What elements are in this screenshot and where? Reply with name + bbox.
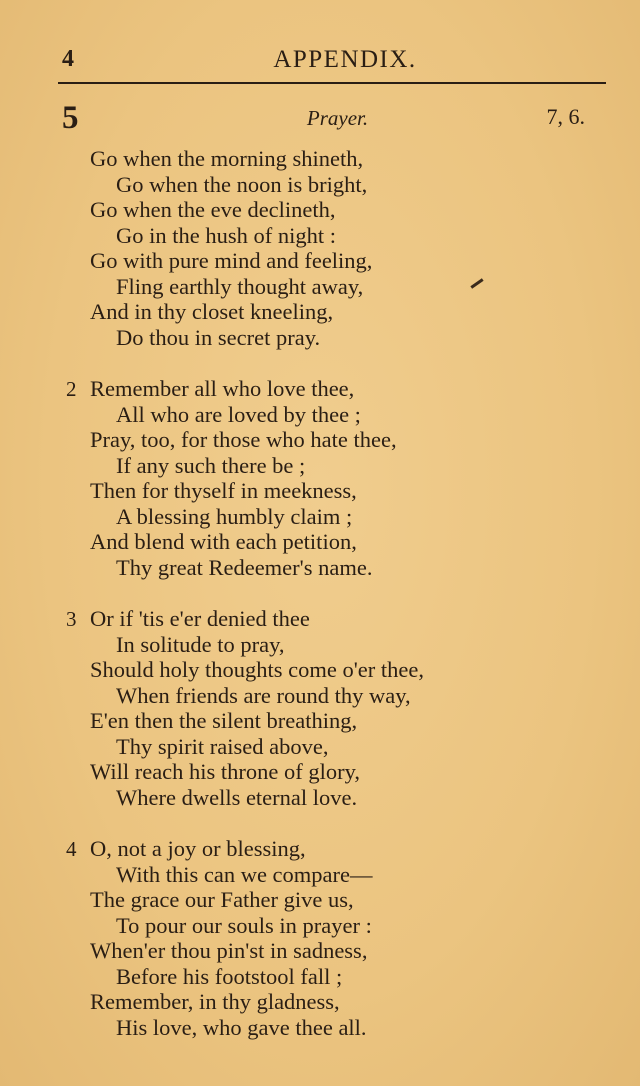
stanza-line: Go when the morning shineth, (90, 146, 364, 171)
stanza-number: 4 (66, 837, 77, 861)
stanza-number: 2 (66, 377, 77, 401)
stanza-line: Thy spirit raised above, (116, 733, 329, 759)
stanza-line: If any such there be ; (116, 452, 306, 478)
stanza-line: Go in the hush of night : (116, 222, 336, 248)
stanza-4 (66, 836, 566, 1040)
stanza-line: His love, who gave thee all. (116, 1014, 367, 1040)
stanza-line: Go when the noon is bright, (116, 171, 368, 197)
stanza-1 (66, 146, 566, 350)
page-header (58, 42, 608, 82)
stanza-line: Fling earthly thought away, (116, 273, 364, 299)
stanza-line: Remember, in thy gladness, (90, 989, 340, 1014)
stanza-line: Where dwells eternal love. (116, 784, 358, 810)
hymn-number: 5 (62, 100, 79, 136)
stanza-line: Pray, too, for those who hate thee, (90, 427, 397, 452)
stanza-line: When'er thou pin'st in sadness, (90, 938, 368, 963)
stanza-line: A blessing humbly claim ; (116, 503, 353, 529)
stanza-line: Then for thyself in meekness, (90, 478, 357, 503)
stanza-line: Should holy thoughts come o'er thee, (90, 657, 425, 682)
page-number: 4 (62, 46, 74, 72)
stanza-line: O, not a joy or blessing, (90, 836, 306, 861)
stanza-line: Before his footstool fall ; (116, 963, 343, 989)
stanza-line: Will reach his throne of glory, (90, 759, 361, 784)
stanza-line: And blend with each petition, (90, 529, 357, 554)
stanza-line: Or if 'tis e'er denied thee (90, 606, 310, 631)
hymn-title: Prayer. (306, 106, 369, 130)
stanza-line: All who are loved by thee ; (116, 401, 361, 427)
running-head: APPENDIX. (273, 46, 417, 73)
stanza-line: In solitude to pray, (116, 631, 285, 657)
stanza-line: With this can we compare— (116, 861, 373, 887)
header-rule (58, 82, 606, 84)
stanza-line: Do thou in secret pray. (116, 324, 321, 350)
stanza-line: E'en then the silent breathing, (90, 708, 358, 733)
stanza-2 (66, 376, 566, 580)
stanza-line: To pour our souls in prayer : (116, 912, 372, 938)
stanza-line: Go when the eve declineth, (90, 197, 336, 222)
stanza-line: Thy great Redeemer's name. (116, 554, 373, 580)
stanza-line: And in thy closet kneeling, (90, 299, 334, 324)
stanza-line: The grace our Father give us, (90, 887, 354, 912)
hymn-heading (60, 100, 585, 140)
stanza-line: Remember all who love thee, (90, 376, 355, 401)
stanza-line: Go with pure mind and feeling, (90, 248, 373, 273)
stanza-line: When friends are round thy way, (116, 682, 411, 708)
stanza-3 (66, 606, 566, 810)
stanza-number: 3 (66, 607, 77, 631)
hymn-meter: 7, 6. (546, 104, 585, 129)
